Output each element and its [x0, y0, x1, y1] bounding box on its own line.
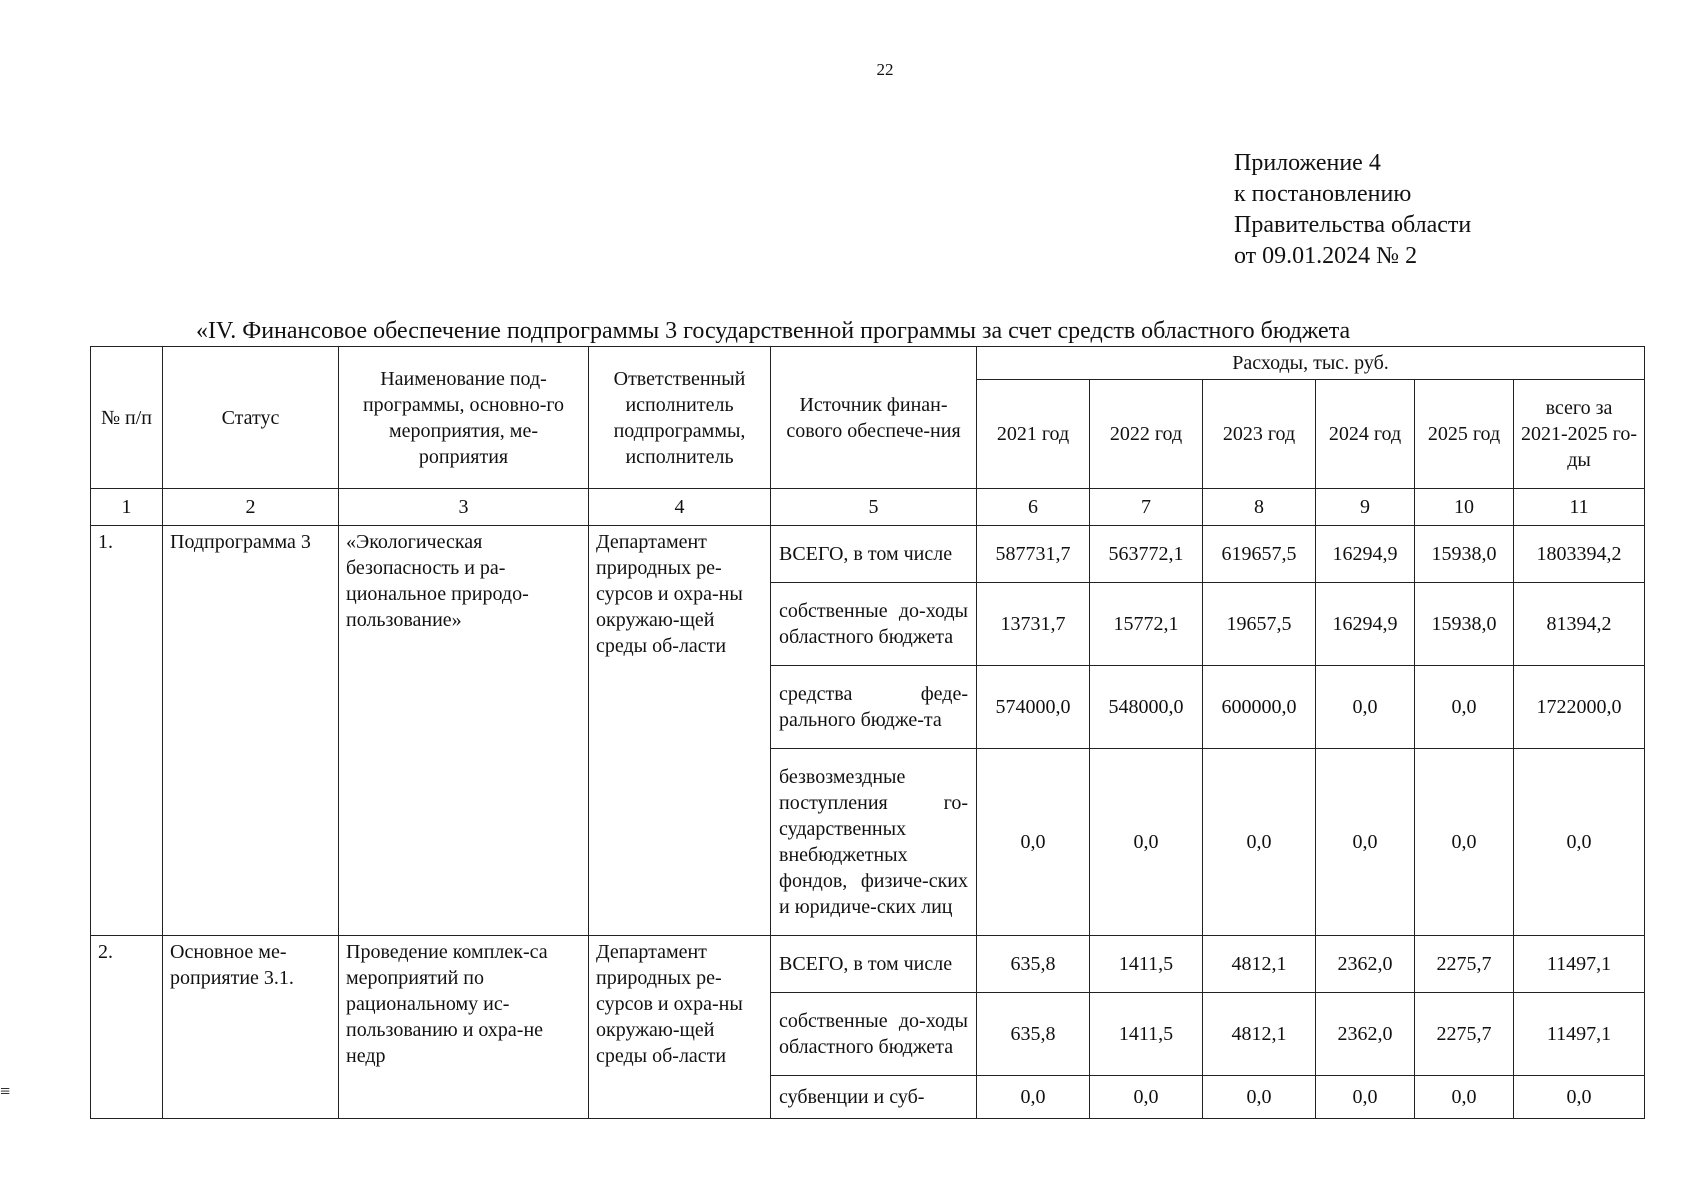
value-cell: 81394,2 [1514, 583, 1645, 666]
row-name: Проведение комплек-са мероприятий по рациональному ис-пользованию и охра-не недр [339, 936, 589, 1119]
document-title: «IV. Финансовое обеспечение подпрограммы 3 государственной программы за счет средств областного бюджета [196, 318, 1351, 344]
column-number: 11 [1514, 489, 1645, 526]
row-executor: Департамент природных ре-сурсов и охра-ны окружаю-щей среды об-ласти [589, 936, 771, 1119]
row-num: 1. [91, 526, 163, 936]
header-year: 2021 год [977, 380, 1090, 489]
appendix-line: Правительства области [1234, 212, 1472, 238]
row-name: «Экологическая безопасность и ра-циональное природо-пользование» [339, 526, 589, 936]
value-cell: 15938,0 [1415, 583, 1514, 666]
value-cell: 15772,1 [1090, 583, 1203, 666]
value-cell: 0,0 [1415, 749, 1514, 936]
header-status: Статус [163, 347, 339, 489]
column-number: 5 [771, 489, 977, 526]
value-cell: 548000,0 [1090, 666, 1203, 749]
financing-table [90, 346, 1645, 1119]
margin-mark: ≡ [0, 1081, 11, 1101]
source-label: безвозмездные поступления го-сударственных внебюджетных фондов, физиче-ских и юридиче-ских лиц [771, 749, 977, 936]
table-row [91, 936, 1645, 993]
value-cell: 13731,7 [977, 583, 1090, 666]
header-name: Наименование под-программы, основно-го мероприятия, ме-роприятия [339, 347, 589, 489]
header-year: 2025 год [1415, 380, 1514, 489]
appendix-line: от 09.01.2024 № 2 [1234, 243, 1418, 269]
source-label: средства феде-рального бюдже-та [771, 666, 977, 749]
value-cell: 0,0 [1514, 749, 1645, 936]
row-num: 2. [91, 936, 163, 1119]
value-cell: 4812,1 [1203, 936, 1316, 993]
header-year: 2023 год [1203, 380, 1316, 489]
source-label: субвенции и суб- [771, 1076, 977, 1119]
header-num: № п/п [91, 347, 163, 489]
value-cell: 0,0 [977, 1076, 1090, 1119]
row-executor: Департамент природных ре-сурсов и охра-ны окружаю-щей среды об-ласти [589, 526, 771, 936]
column-number: 9 [1316, 489, 1415, 526]
value-cell: 0,0 [977, 749, 1090, 936]
source-label: ВСЕГО, в том числе [771, 526, 977, 583]
column-number: 1 [91, 489, 163, 526]
value-cell: 600000,0 [1203, 666, 1316, 749]
source-label: собственные до-ходы областного бюджета [771, 993, 977, 1076]
header-row [91, 347, 1645, 380]
appendix-line: к постановлению [1234, 181, 1412, 207]
source-label: собственные до-ходы областного бюджета [771, 583, 977, 666]
header-source: Источник финан-сового обеспече-ния [771, 347, 977, 489]
appendix-line: Приложение 4 [1234, 150, 1381, 176]
value-cell: 0,0 [1514, 1076, 1645, 1119]
appendix-block [1234, 148, 1471, 272]
value-cell: 1722000,0 [1514, 666, 1645, 749]
column-number: 8 [1203, 489, 1316, 526]
page-number: 22 [876, 60, 894, 79]
row-status: Основное ме-роприятие 3.1. [163, 936, 339, 1119]
value-cell: 1803394,2 [1514, 526, 1645, 583]
value-cell: 0,0 [1203, 749, 1316, 936]
source-label: ВСЕГО, в том числе [771, 936, 977, 993]
column-number: 4 [589, 489, 771, 526]
column-number: 6 [977, 489, 1090, 526]
value-cell: 587731,7 [977, 526, 1090, 583]
value-cell: 16294,9 [1316, 583, 1415, 666]
header-year: 2022 год [1090, 380, 1203, 489]
value-cell: 619657,5 [1203, 526, 1316, 583]
value-cell: 1411,5 [1090, 936, 1203, 993]
value-cell: 11497,1 [1514, 936, 1645, 993]
value-cell: 0,0 [1316, 1076, 1415, 1119]
value-cell: 2275,7 [1415, 936, 1514, 993]
column-number: 7 [1090, 489, 1203, 526]
value-cell: 11497,1 [1514, 993, 1645, 1076]
column-number: 2 [163, 489, 339, 526]
column-number-row [91, 489, 1645, 526]
value-cell: 0,0 [1316, 749, 1415, 936]
header-expenses: Расходы, тыс. руб. [977, 347, 1645, 380]
value-cell: 635,8 [977, 993, 1090, 1076]
row-status: Подпрограмма 3 [163, 526, 339, 936]
value-cell: 2362,0 [1316, 936, 1415, 993]
header-year: 2024 год [1316, 380, 1415, 489]
value-cell: 2275,7 [1415, 993, 1514, 1076]
value-cell: 15938,0 [1415, 526, 1514, 583]
value-cell: 0,0 [1415, 666, 1514, 749]
value-cell: 0,0 [1415, 1076, 1514, 1119]
value-cell: 4812,1 [1203, 993, 1316, 1076]
value-cell: 0,0 [1090, 1076, 1203, 1119]
value-cell: 19657,5 [1203, 583, 1316, 666]
value-cell: 0,0 [1316, 666, 1415, 749]
value-cell: 563772,1 [1090, 526, 1203, 583]
column-number: 10 [1415, 489, 1514, 526]
column-number: 3 [339, 489, 589, 526]
value-cell: 2362,0 [1316, 993, 1415, 1076]
header-total: всего за 2021-2025 го-ды [1514, 380, 1645, 489]
value-cell: 1411,5 [1090, 993, 1203, 1076]
value-cell: 574000,0 [977, 666, 1090, 749]
header-executor: Ответственный исполнитель подпрограммы, исполнитель [589, 347, 771, 489]
value-cell: 16294,9 [1316, 526, 1415, 583]
value-cell: 0,0 [1203, 1076, 1316, 1119]
value-cell: 0,0 [1090, 749, 1203, 936]
table-row [91, 526, 1645, 583]
value-cell: 635,8 [977, 936, 1090, 993]
